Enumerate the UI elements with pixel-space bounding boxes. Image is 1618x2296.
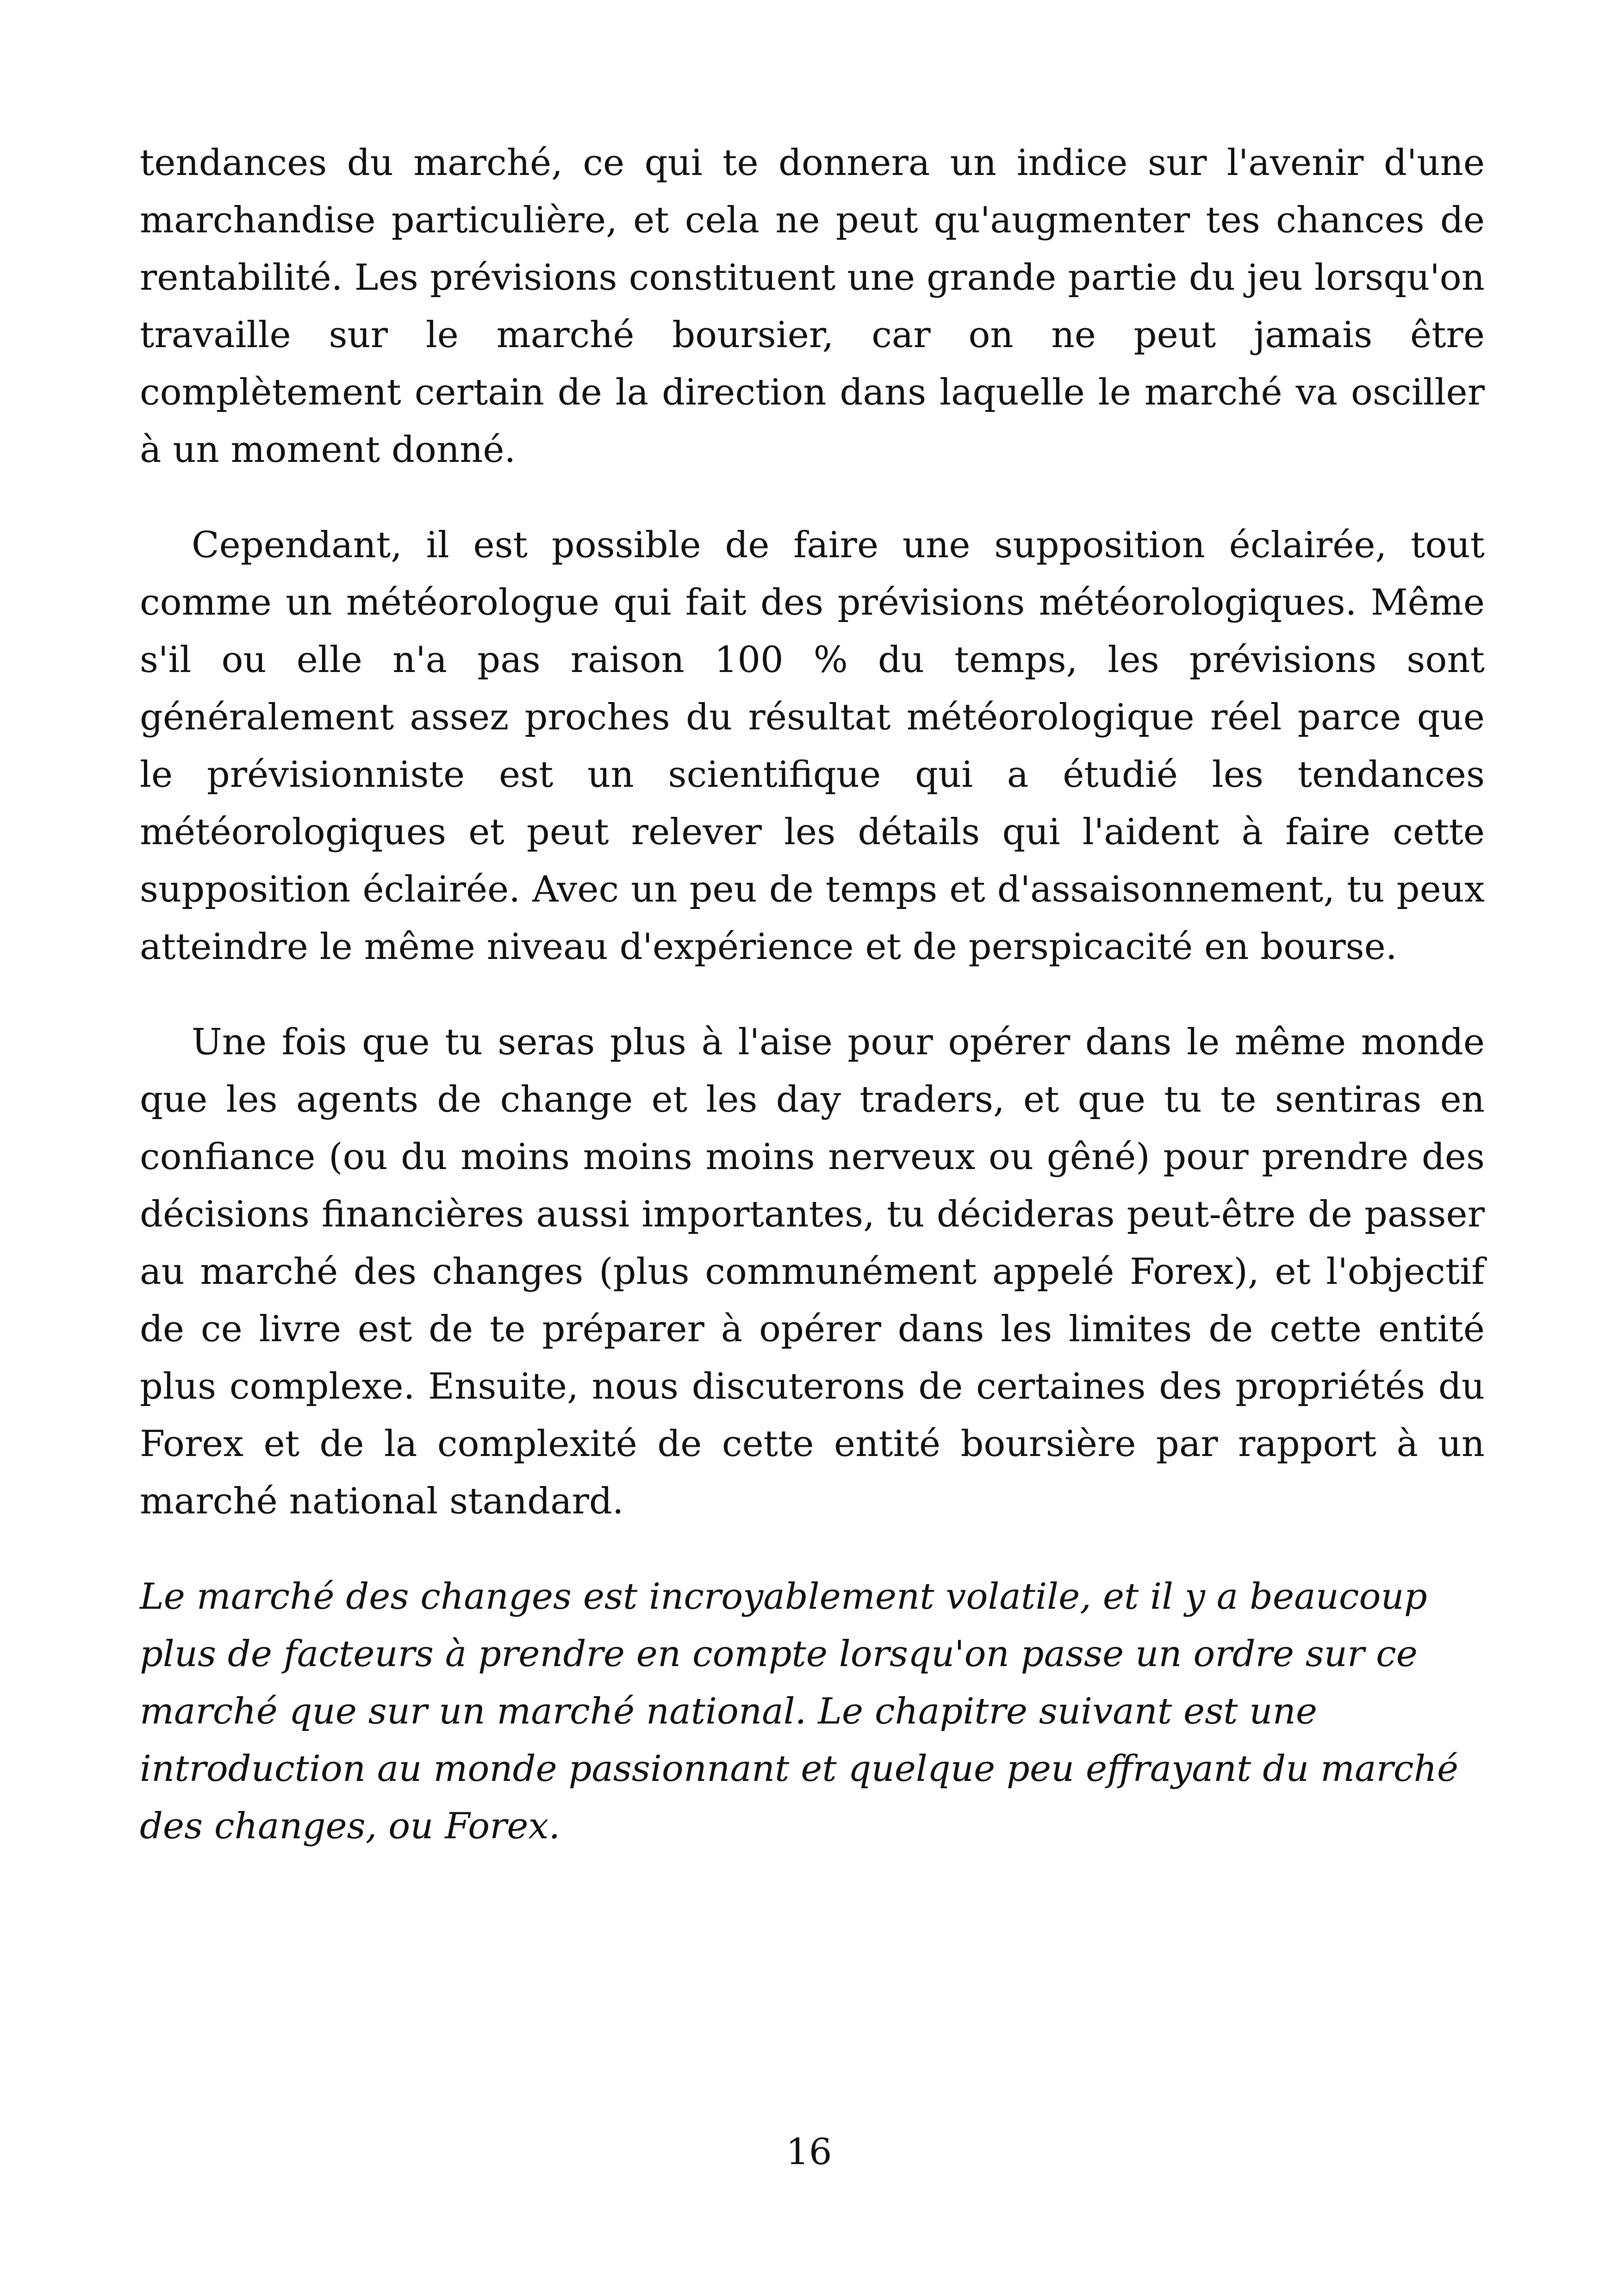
- paragraph-3: Une fois que tu seras plus à l'aise pour opérer dans le même monde que les agents de change et les day traders, et que tu te sentiras en confiance (ou du moins moins moins nerveux ou gêné) pour prendre des décisions financières aussi importantes, tu décideras peut-être de passer au marché des changes (plus communément appelé Forex), et l'objectif de ce livre est de te préparer à opérer dans les limites de cette entité plus complexe. Ensuite, nous discuterons de certaines des propriétés du Forex et de la complexité de cette entité boursière par rapport à un marché national standard.: [140, 1021, 1485, 1522]
- paragraph-1: tendances du marché, ce qui te donnera un indice sur l'avenir d'une marchandise particulière, et cela ne peut qu'augmenter tes chances de rentabilité. Les prévisions constituent une grande partie du jeu lorsqu'on travaille sur le marché boursier, car on ne peut jamais être complètement certain de la direction dans laquelle le marché va osciller à un moment donné.: [140, 142, 1485, 471]
- paragraph-4-italic: Le marché des changes est incroyablement volatile, et il y a beaucoup plus de facteurs à prendre en compte lorsqu'on passe un ordre sur ce marché que sur un marché national. Le chapitre suivant est une introduction au monde passionnant et quelque peu effrayant du marché des changes, ou Forex.: [140, 1576, 1458, 1847]
- paragraph-2: Cependant, il est possible de faire une supposition éclairée, tout comme un météorologue qui fait des prévisions météorologiques. Même s'il ou elle n'a pas raison 100 % du temps, les prévisions sont généralement assez proches du résultat météorologique réel parce que le prévisionniste est un scientifique qui a étudié les tendances météorologiques et peut relever les détails qui l'aident à faire cette supposition éclairée. Avec un peu de temps et d'assaisonnement, tu peux atteindre le même niveau d'expérience et de perspicacité en bourse.: [140, 524, 1485, 968]
- page-number: 16: [786, 2131, 832, 2173]
- body-text: [140, 134, 1485, 1893]
